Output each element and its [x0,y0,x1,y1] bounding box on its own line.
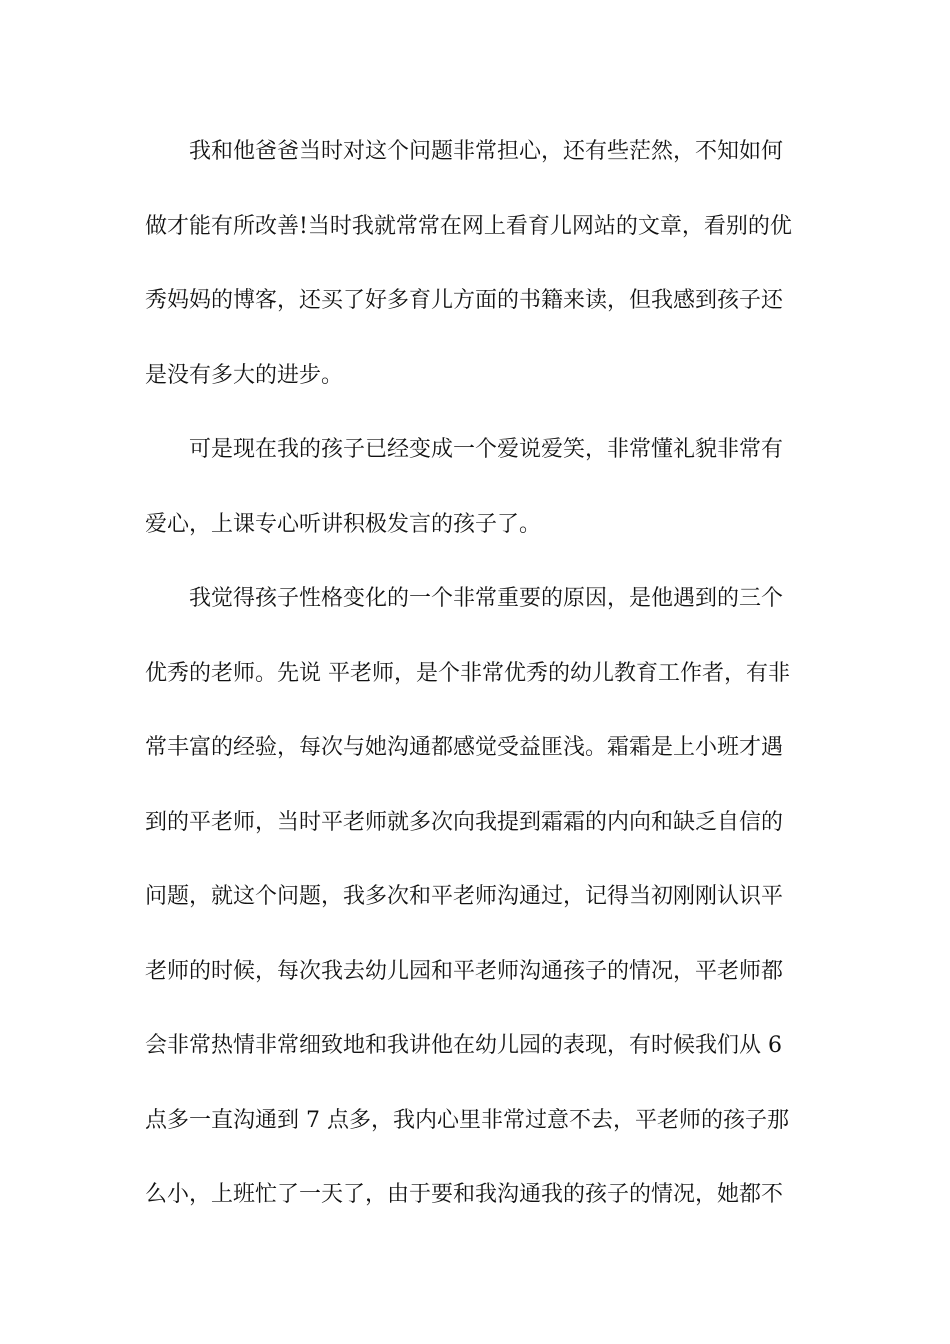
article-body [145,127,810,1245]
paragraph-3-line-1: 我觉得孩子性格变化的一个非常重要的原因，是他遇到的三个 [189,586,784,611]
paragraph-3-line-5: 问题，就这个问题，我多次和平老师沟通过，记得当初刚刚认识平 [145,884,784,909]
paragraph-1-line-3: 秀妈妈的博客，还买了好多育儿方面的书籍来读，但我感到孩子还 [145,288,784,313]
paragraph-2-line-1: 可是现在我的孩子已经变成一个爱说爱笑，非常懂礼貌非常有 [189,437,784,462]
paragraph-2-line-2: 爱心，上课专心听讲积极发言的孩子了。 [145,511,542,537]
paragraph-3-line-4: 到的平老师，当时平老师就多次向我提到霜霜的内向和缺乏自信的 [145,809,784,835]
paragraph-3-line-6: 老师的时候，每次我去幼儿园和平老师沟通孩子的情况，平老师都 [145,958,784,984]
paragraph-3-line-7: 会非常热情非常细致地和我讲他在幼儿园的表现，有时候我们从 6 [145,1033,782,1058]
paragraph-3-line-8: 点多一直沟通到 7 点多，我内心里非常过意不去，平老师的孩子那 [145,1107,789,1133]
paragraph-1-line-1: 我和他爸爸当时对这个问题非常担心，还有些茫然，不知如何 [189,139,784,164]
paragraph-1-line-4: 是没有多大的进步。 [145,362,344,388]
paragraph-3-line-3: 常丰富的经验，每次与她沟通都感觉受益匪浅。霜霜是上小班才遇 [145,735,784,760]
paragraph-3-line-2: 优秀的老师。先说 平老师，是个非常优秀的幼儿教育工作者，有非 [145,660,790,686]
paragraph-1-line-2: 做才能有所改善!当时我就常常在网上看育儿网站的文章，看别的优 [145,213,792,239]
paragraph-3-line-9: 么小，上班忙了一天了，由于要和我沟通我的孩子的情况，她都不 [145,1182,784,1207]
